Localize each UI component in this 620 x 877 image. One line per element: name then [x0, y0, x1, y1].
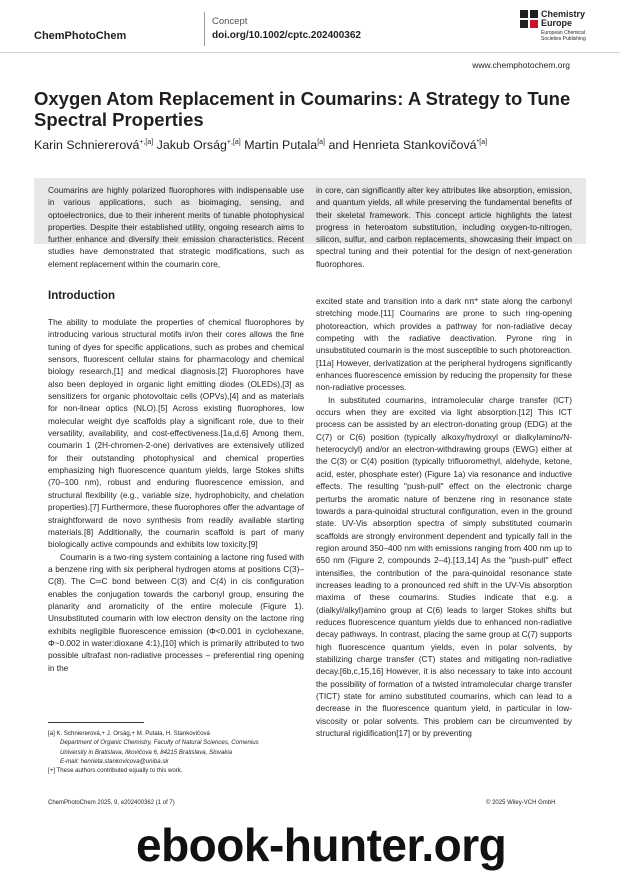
footnote-equal-contribution: [+] These authors contributed equally to this work. — [48, 767, 183, 775]
author-affiliation-marker: [a] — [317, 138, 325, 146]
author-name: Martin Putala — [244, 138, 318, 152]
body-column-left — [48, 316, 304, 674]
body-column-right — [316, 295, 572, 739]
abstract-text-right: in core, can significantly alter key attributes like absorption, emission, and quantum yields, all while preserving the fundamental benefits of their skeletal framework. This concept article highlights the latest progress in heteroatom substitution, including oxygen-to-nitrogen, silicon, sulfur, and carbon replacements, showcasing their impact on spectral tuning and their potential for the design of next-generation fluorophores. — [316, 185, 572, 269]
intro-paragraph-1: The ability to modulate the properties of chemical fluorophores by introducing various structural motifs in/on their cores allows the fine tuning of dyes for specific applications, such as probes and chemical sensors, fluorescent cellular stains for pharmacology and chemical biology research,[1] and medical diagnosis.[2] Fluorophores have also been deployed in organic light emitting diodes (OLEDs),[3] as sensitizers for organic photovoltaic cells (OPVs),[4] and as materials for non-linear optics (NLO).[5] Across existing fluorophores, low molecular weight dye scaffolds play a significant role, due to their versatility, availability, and cost-effectiveness.[1a,d,6] Among them, coumarin 1 (2H-chromen-2-one) derivatives are extensively utilized for their outstanding photophysical and chemical properties emphasizing high fluorescence quantum yields, large Stokes shifts (70–100 nm), robust and enduring fluorescence emission, and structural flexibility (e.g., variable size, hydrophobicity, and chelation properties).[7] Furthermore, these fluorophores offer the advantage of straightforward de novo synthesis from readily available starting materials.[8] Additionally, the coumarin scaffold is part of many biologically active compounds and exhibits low toxicity.[9] — [48, 317, 304, 550]
article-type: Concept — [212, 16, 248, 27]
footnote-department: Department of Organic Chemistry, Faculty of Natural Sciences, Comenius — [60, 739, 259, 747]
footnote-rule — [48, 722, 144, 723]
footnote-university: University in Bratislava, Ilkovičova 6, 84215 Bratislava, Slovakia — [60, 748, 233, 756]
header-rule — [0, 52, 620, 53]
watermark-text: ebook-hunter.org — [136, 819, 507, 871]
intro-paragraph-2: Coumarin is a two-ring system containing a lactone ring fused with a benzene ring with six peripheral hydrogen atoms at positions C(3)–C(8). The C═C bond between C(3) and C(4) in cis configuration enables the conjugation towards the carbonyl group, ensuring the planarity and aromaticity of the entire molecule (Figure 1). Unsubstituted coumarin with low electron density on the lactone ring exhibits negligible fluorescence emission (Φ<0.001 in cyclohexane, Φ~0.002 in water:dioxane 4:1),[10] which is primarily attributed to two possible ultrafast non-radiative processes – preferential ring opening in the — [48, 551, 304, 673]
abstract-text-left: Coumarins are highly polarized fluorophores with indispensable use in various applications, such as bioimaging, sensing, and optoelectronics, due to their inherent merits of tunable photophysical properties. Despite their established utility, ongoing research aims to further enhance and diversify their emission characteristics. Recent studies have demonstrated that strategic modifications, such as element replacement within the coumarin core, — [48, 185, 304, 269]
article-title: Oxygen Atom Replacement in Coumarins: A Strategy to Tune Spectral Properties — [34, 88, 571, 130]
header-divider — [204, 12, 205, 46]
publisher-name-line2: Europe — [541, 18, 573, 28]
publisher-name-line1: Chemistry — [541, 9, 586, 19]
author-affiliation-marker: +,[a] — [139, 138, 154, 146]
chemistry-europe-logo-icon — [520, 10, 538, 28]
author-affiliation-marker: *[a] — [476, 138, 488, 146]
journal-website-link[interactable]: www.chemphotochem.org — [472, 60, 570, 70]
intro-paragraph-4: In substituted coumarins, intramolecular charge transfer (ICT) occurs when they are excited via light absorption.[12] This ICT process can be assisted by an electron-donating group (EDG) at the C(7) or C(6) position (typically alkoxy/hydroxyl or dialkylamino/N-heterocyclyl) and/or an electron-withdrawing groups (EWG) either at the C(3) or C(4) position (typically trifluoromethyl, aldehyde, ketone, acid, ester, phosphate ester) (Figure 1a) via resonance and inductive effects. The resulting "push-pull" effect on the electronic charge perturbs the aromatic nature of benzene ring in resonance state towards a para-quinoidal structural configuration, even in the ground state. UV-Vis absorption spectra of simply substituted coumarin scaffolds are strongly environment dependent and typically fall in the region around 350–400 nm with emissions ranging from 400 nm up to 650 nm (Figure 2, compounds 2–4).[13,14] As the "push-pull" effect intensifies, the contribution of the para-quinoidal resonance state increases leading to a pronounced red shift in the UV-Vis absorption maxima of these coumarins. Studies indicate that e.g. a (dialkyl/alkyl)amino group at C(6) leads to larger Stokes shifts but reduces fluorescence quantum yields due to enhanced non-radiative decay pathways. In contrast, placing the same group at C(7) supports high fluorescence quantum yields, even in polar solvents, by stabilizing charge transfer (CT) states and mitigating non-radiative decay.[6b,c,15,16] However, it is also necessary to take into account the possibility of formation of a twisted intramolecular charge transfer (TICT) state for amino substituted coumarins, which can lead to a decrease in the fluorescence quantum yield, in particular in low-viscosity or polar solvents. This problem can be circumvented by structural rigidification[17] or by preventing — [316, 394, 572, 739]
footnote-email[interactable]: E-mail: henrieta.stankovicova@uniba.sk — [60, 757, 169, 765]
footer-copyright: © 2025 Wiley-VCH GmbH — [486, 800, 556, 806]
intro-paragraph-3: excited state and transition into a dark nπ* state along the carbonyl stretching mode.[11] Coumarins are prone to such ring-opening photoreaction, which provides a pathway for non-radiative decay competing with the radiative deactivation. Pyrone ring in unsubstituted coumarin is the most susceptible to such photoreaction.[11a] However, derivatization at the peripheral hydrogens significantly enhances fluorescence emission by reducing the propensity for these non-radiative processes. — [316, 296, 572, 393]
doi-link[interactable]: doi.org/10.1002/cptc.202400362 — [212, 30, 361, 41]
author-affiliation-footnote — [48, 729, 313, 775]
section-heading-introduction: Introduction — [48, 290, 116, 302]
author-name: Jakub Orság — [156, 138, 227, 152]
journal-name: ChemPhotoChem — [34, 30, 127, 42]
publisher-subtitle: European Chemical Societies Publishing — [541, 30, 586, 42]
author-name: Henrieta Stankovičová — [352, 138, 477, 152]
footer-citation: ChemPhotoChem 2025, 9, e202400362 (1 of 7) — [48, 800, 175, 806]
author-list: Karin Schniererová$^{+,[a]}$ Jakub Orság$^{+,[a]}$ Martin Putala[a] and Henrieta Stankovičová$^{*[a]}$ — [34, 138, 488, 152]
author-affiliation-marker: +,[a] — [226, 138, 241, 146]
footnote-authors: [a] K. Schniererová,+ J. Orság,+ M. Putala, H. Stankovičová — [48, 730, 210, 737]
author-name: Karin Schniererová — [34, 138, 140, 152]
